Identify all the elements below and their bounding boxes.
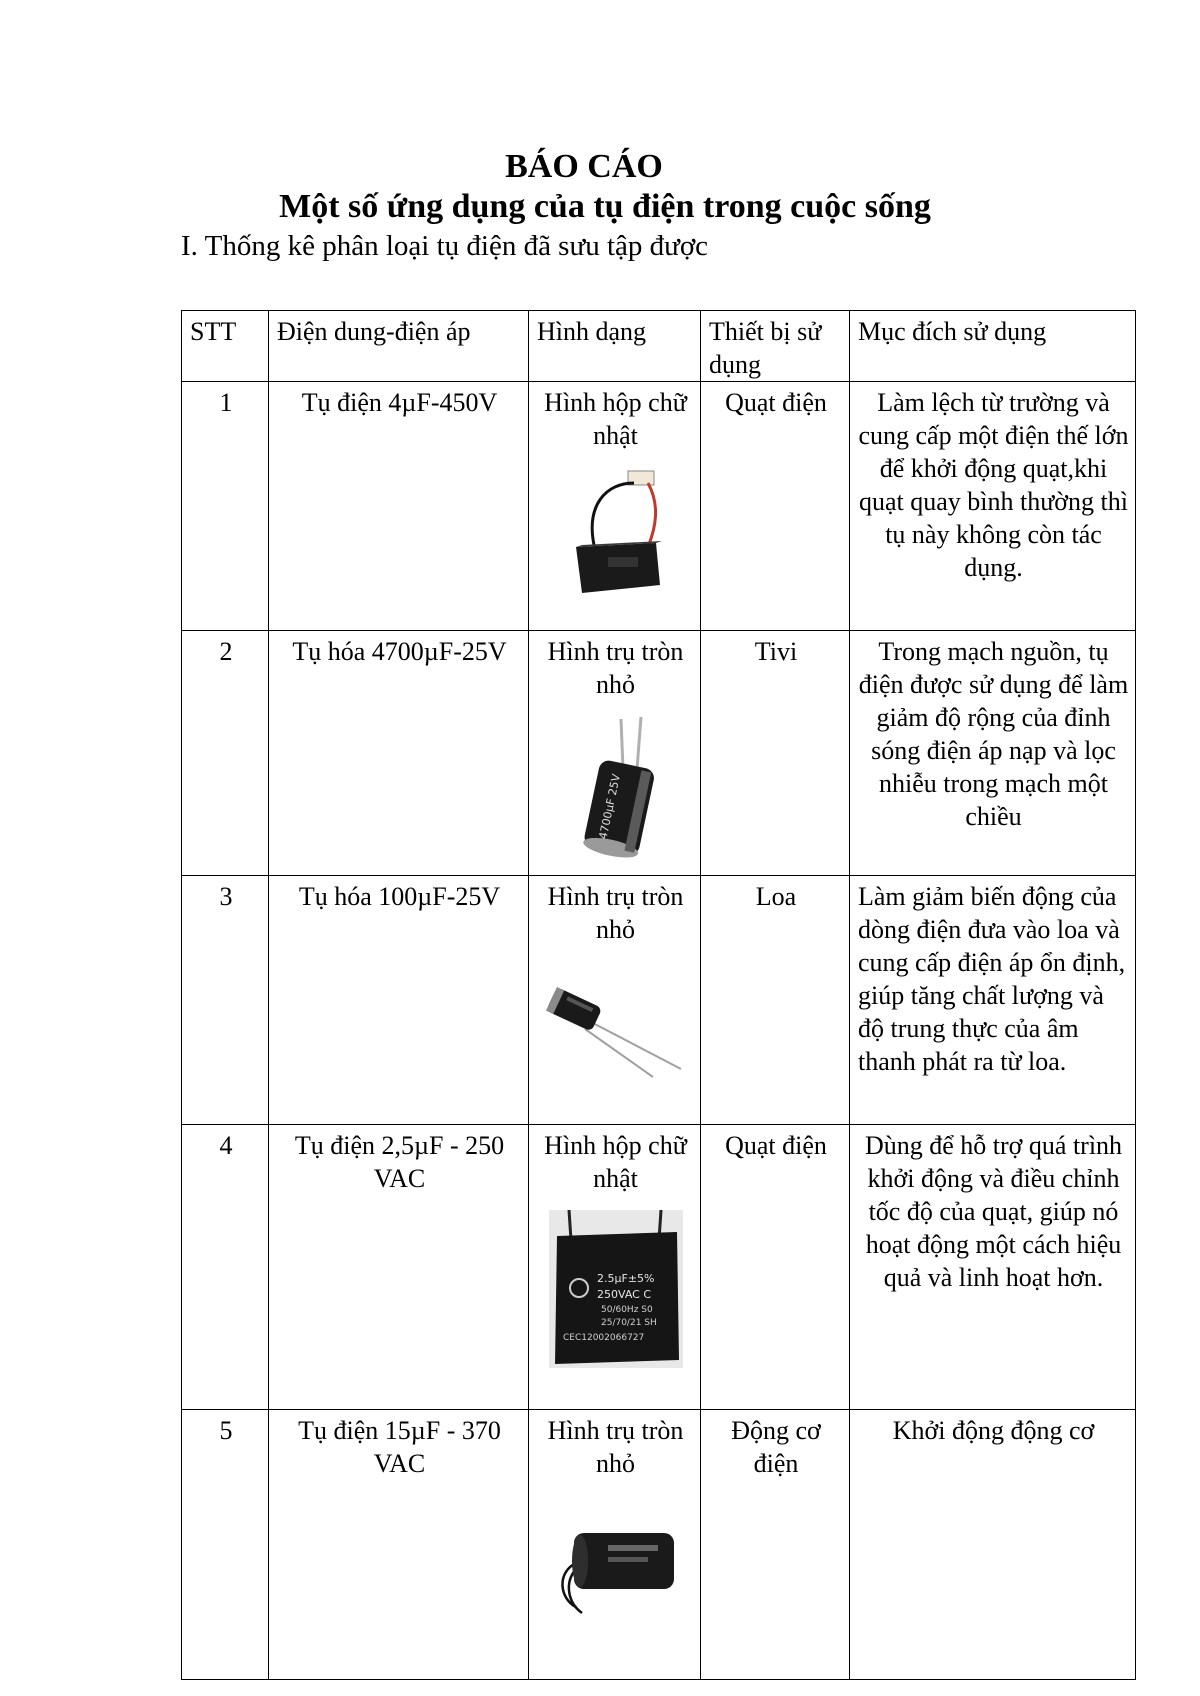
box-capacitor-image <box>537 460 694 610</box>
row-capacity: Tụ điện 15µF - 370 VAC <box>269 1410 529 1680</box>
row-device: Động cơ điện <box>701 1410 850 1680</box>
row-stt: 2 <box>182 631 269 876</box>
row-purpose: Khởi động động cơ <box>850 1410 1136 1680</box>
electrolytic-capacitor-icon <box>561 709 671 859</box>
motor-capacitor-image <box>537 1488 694 1638</box>
report-title: BÁO CÁO <box>505 148 663 185</box>
box-capacitor-icon <box>556 465 676 605</box>
small-electrolytic-capacitor-icon <box>541 969 691 1089</box>
row-shape: Hình hộp chữ nhật <box>544 388 687 450</box>
marking-line-4: 25/70/21 SH <box>600 1318 657 1328</box>
header-purpose: Mục đích sử dụng <box>850 311 1136 382</box>
row-shape-cell <box>529 876 701 1125</box>
header-capacity: Điện dung-điện áp <box>269 311 529 382</box>
header-shape: Hình dạng <box>529 311 701 382</box>
row-shape: Hình hộp chữ nhật <box>544 1131 687 1193</box>
fan-capacitor-image <box>537 1203 694 1375</box>
row-capacity: Tụ hóa 4700µF-25V <box>269 631 529 876</box>
row-stt: 5 <box>182 1410 269 1680</box>
electrolytic-capacitor-image <box>537 709 694 859</box>
row-shape: Hình trụ tròn nhỏ <box>547 1416 684 1478</box>
marking-line-5: CEC12002066727 <box>562 1333 644 1343</box>
report-subtitle: Một số ứng dụng của tụ điện trong cuộc sống <box>279 188 931 225</box>
section-heading: I. Thống kê phân loại tụ điện đã sưu tập được <box>181 230 709 262</box>
table-header-row <box>182 311 1136 382</box>
row-device: Quạt điện <box>701 1125 850 1410</box>
row-device: Quạt điện <box>701 382 850 631</box>
row-purpose: Làm lệch từ trường và cung cấp một điện thế lớn để khởi động quạt,khi quạt quay bình thường thì tụ này không còn tác dụng. <box>850 382 1136 631</box>
table-row <box>182 1125 1136 1410</box>
table-row <box>182 382 1136 631</box>
row-device: Tivi <box>701 631 850 876</box>
row-capacity: Tụ hóa 100µF-25V <box>269 876 529 1125</box>
row-capacity: Tụ điện 4µF-450V <box>269 382 529 631</box>
header-stt: STT <box>182 311 269 382</box>
row-shape: Hình trụ tròn nhỏ <box>547 637 684 699</box>
fan-capacitor-icon <box>549 1210 683 1368</box>
motor-capacitor-icon <box>546 1503 686 1623</box>
row-stt: 4 <box>182 1125 269 1410</box>
row-shape-cell <box>529 382 701 631</box>
table-row <box>182 631 1136 876</box>
marking-line-3: 50/60Hz S0 <box>600 1305 653 1315</box>
row-purpose: Trong mạch nguồn, tụ điện được sử dụng để làm giảm độ rộng của đỉnh sóng điện áp nạp và lọc nhiễu trong mạch một chiều <box>850 631 1136 876</box>
row-shape-cell <box>529 1410 701 1680</box>
row-stt: 1 <box>182 382 269 631</box>
row-shape-cell <box>529 631 701 876</box>
row-shape: Hình trụ tròn nhỏ <box>547 882 684 944</box>
row-purpose: Làm giảm biến động của dòng điện đưa vào loa và cung cấp điện áp ổn định, giúp tăng chất lượng và độ trung thực của âm thanh phát ra từ loa. <box>850 876 1136 1125</box>
table-row <box>182 1410 1136 1680</box>
row-device: Loa <box>701 876 850 1125</box>
row-purpose: Dùng để hỗ trợ quá trình khởi động và điều chỉnh tốc độ của quạt, giúp nó hoạt động một cách hiệu quả và linh hoạt hơn. <box>850 1125 1136 1410</box>
marking-line-2: 250VAC C <box>596 1288 651 1301</box>
header-device: Thiết bị sử dụng <box>701 311 850 382</box>
capacitor-marking: 4700µF 25V <box>595 772 623 841</box>
row-shape-cell <box>529 1125 701 1410</box>
row-stt: 3 <box>182 876 269 1125</box>
small-electrolytic-capacitor-image <box>537 954 694 1104</box>
row-capacity: Tụ điện 2,5µF - 250 VAC <box>269 1125 529 1410</box>
table-row <box>182 876 1136 1125</box>
capacitor-table <box>181 310 1136 1680</box>
marking-line-1: 2.5µF±5% <box>596 1272 654 1285</box>
